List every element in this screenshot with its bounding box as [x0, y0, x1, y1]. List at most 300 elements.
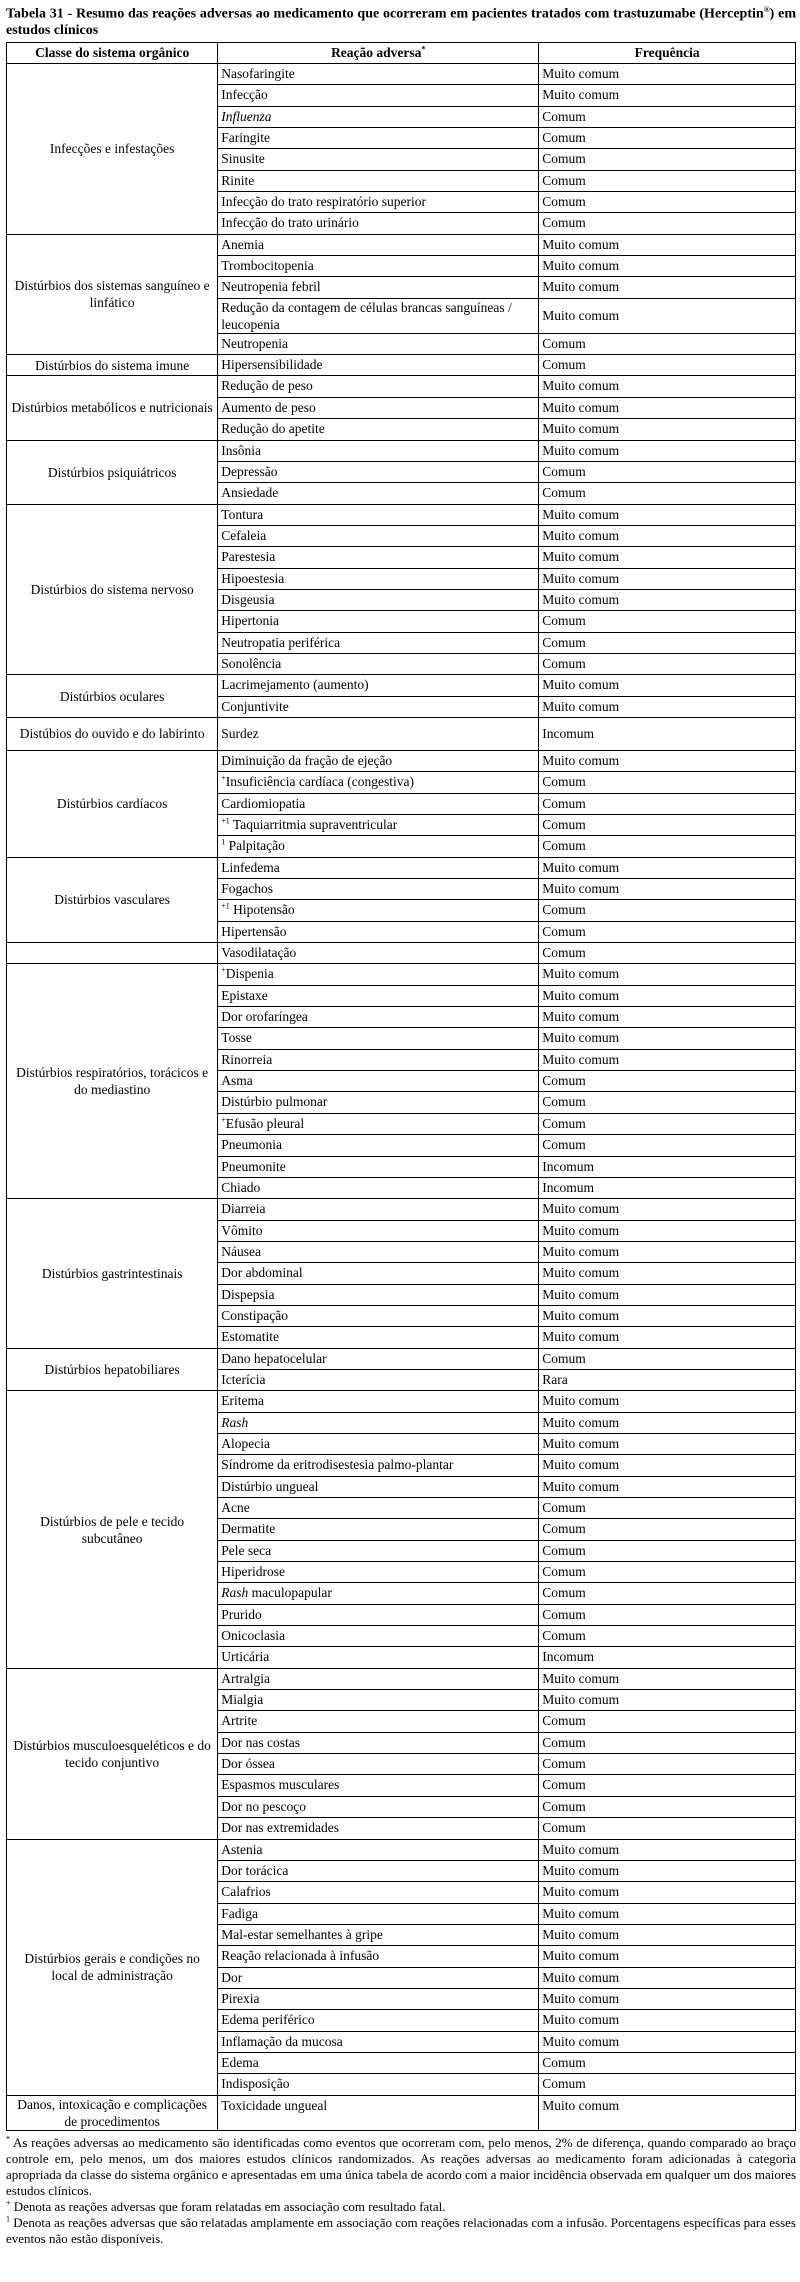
frequency-cell: Muito comum [539, 1455, 796, 1476]
frequency-cell: Comum [539, 632, 796, 653]
reaction-text: Nasofaringite [221, 66, 295, 81]
frequency-cell: Comum [539, 1498, 796, 1519]
reaction-text: Vômito [221, 1222, 263, 1238]
frequency-cell: Muito comum [539, 1924, 796, 1945]
reaction-cell [218, 106, 539, 127]
reaction-text: Palpitação [225, 838, 285, 854]
table-row [7, 1668, 796, 1689]
frequency-cell: Comum [539, 1711, 796, 1732]
frequency-cell: Comum [539, 1775, 796, 1796]
reaction-cell [218, 1071, 539, 1092]
reaction-cell [218, 419, 539, 440]
frequency-cell: Comum [539, 1583, 796, 1604]
organ-class-cell: Distúrbios de pele e tecido subcutâneo [7, 1391, 218, 1668]
table-header-row [7, 42, 796, 63]
frequency-cell: Muito comum [539, 1049, 796, 1070]
reaction-text: Calafrios [221, 1884, 271, 1900]
reaction-cell [218, 192, 539, 213]
reaction-cell [218, 1433, 539, 1454]
header-reaction [218, 42, 539, 63]
frequency-cell: Comum [539, 1113, 796, 1134]
frequency-cell: Muito comum [539, 985, 796, 1006]
frequency-cell: Comum [539, 149, 796, 170]
footnote-marker: 1 [221, 837, 226, 847]
table-row [7, 64, 796, 85]
reaction-cell [218, 525, 539, 546]
reaction-cell [218, 1498, 539, 1519]
reaction-cell [218, 1796, 539, 1817]
reaction-text: Redução de peso [221, 378, 313, 394]
frequency-cell: Muito comum [539, 1839, 796, 1860]
frequency-cell: Muito comum [539, 1199, 796, 1220]
reaction-cell [218, 298, 539, 333]
frequency-cell: Incomum [539, 1156, 796, 1177]
reaction-cell [218, 1007, 539, 1028]
reaction-text: Acne [221, 1500, 250, 1515]
reaction-cell [218, 1754, 539, 1775]
reaction-text: Diarreia [221, 1201, 266, 1217]
reaction-text: Dor no pescoço [221, 1798, 307, 1814]
reaction-cell [218, 1156, 539, 1177]
frequency-cell: Muito comum [539, 2031, 796, 2052]
frequency-cell: Comum [539, 1754, 796, 1775]
frequency-cell: Muito comum [539, 1668, 796, 1689]
reaction-cell [218, 1540, 539, 1561]
reaction-text: Redução da contagem de células brancas sanguíneas / leucopenia [221, 299, 512, 332]
frequency-cell: Comum [539, 106, 796, 127]
frequency-cell: Comum [539, 921, 796, 942]
reaction-cell [218, 1924, 539, 1945]
reaction-text: Dor [221, 1969, 243, 1985]
frequency-cell: Muito comum [539, 397, 796, 418]
table-row [7, 964, 796, 985]
reaction-cell [218, 2010, 539, 2031]
reaction-cell [218, 1348, 539, 1369]
frequency-cell: Muito comum [539, 1882, 796, 1903]
frequency-cell: Muito comum [539, 1391, 796, 1412]
table-body [7, 64, 796, 2131]
frequency-cell: Rara [539, 1369, 796, 1390]
reaction-text: Distúrbio ungueal [221, 1478, 319, 1494]
frequency-cell: Comum [539, 1604, 796, 1625]
reaction-text: Conjuntivite [221, 698, 289, 714]
reaction-cell [218, 64, 539, 85]
reaction-text: Rash [221, 1414, 249, 1430]
reaction-text: Trombocitopenia [221, 258, 314, 274]
reaction-text: Diminuição da fração de ejeção [221, 752, 393, 768]
frequency-cell: Muito comum [539, 525, 796, 546]
reaction-cell [218, 1412, 539, 1433]
reaction-cell [218, 985, 539, 1006]
reaction-cell [218, 1199, 539, 1220]
reaction-cell [218, 1839, 539, 1860]
frequency-cell: Muito comum [539, 1412, 796, 1433]
footnote-mark: + [6, 2198, 11, 2208]
reaction-text: Artrite [221, 1713, 258, 1729]
frequency-cell: Muito comum [539, 1284, 796, 1305]
reaction-cell [218, 964, 539, 985]
reaction-text: Hipotensão [229, 902, 295, 918]
reaction-text: Dispenia [225, 966, 274, 982]
footnote [6, 2135, 796, 2199]
reaction-text: Depressão [221, 463, 278, 479]
reaction-text: Anemia [221, 236, 265, 252]
reaction-cell [218, 1903, 539, 1924]
reaction-cell [218, 483, 539, 504]
reaction-cell [218, 717, 539, 750]
footnote [6, 2199, 796, 2215]
reaction-cell [218, 504, 539, 525]
organ-class-cell: Distúrbios dos sistemas sanguíneo e linfático [7, 234, 218, 354]
reaction-cell [218, 234, 539, 255]
reaction-text: Astenia [221, 1841, 263, 1857]
reaction-cell [218, 772, 539, 793]
reaction-text: Cardiomiopatia [221, 795, 306, 811]
reaction-cell [218, 943, 539, 964]
frequency-cell: Muito comum [539, 568, 796, 589]
reaction-cell [218, 1775, 539, 1796]
reaction-text: Sonolência [221, 655, 282, 671]
footnote-marker: + [221, 965, 226, 975]
organ-class-cell: Distúrbios gastrintestinais [7, 1199, 218, 1348]
reaction-cell [218, 1988, 539, 2009]
reaction-cell [218, 547, 539, 568]
table-row [7, 675, 796, 696]
frequency-cell: Comum [539, 355, 796, 376]
reaction-text: Insuficiência cardíaca (congestiva) [225, 774, 414, 790]
reaction-cell [218, 1177, 539, 1198]
reaction-text: Pele seca [221, 1542, 272, 1558]
reaction-text: Constipação [221, 1307, 289, 1323]
reaction-cell [218, 1284, 539, 1305]
reaction-text: Ansiedade [221, 485, 279, 501]
reaction-cell [218, 1263, 539, 1284]
frequency-cell: Comum [539, 213, 796, 234]
reaction-text: Neutropenia febril [221, 279, 321, 295]
reaction-text: Lacrimejamento (aumento) [221, 677, 369, 693]
frequency-cell: Muito comum [539, 547, 796, 568]
organ-class-cell: Distúrbios oculares [7, 675, 218, 718]
frequency-cell: Muito comum [539, 2010, 796, 2031]
reaction-cell [218, 879, 539, 900]
frequency-cell: Muito comum [539, 589, 796, 610]
frequency-cell: Muito comum [539, 234, 796, 255]
frequency-cell: Muito comum [539, 419, 796, 440]
adverse-reactions-table [6, 42, 796, 2131]
frequency-cell: Comum [539, 333, 796, 354]
frequency-cell: Comum [539, 815, 796, 836]
reaction-text: Pirexia [221, 1990, 260, 2006]
footnotes [6, 2135, 796, 2247]
frequency-cell: Muito comum [539, 1690, 796, 1711]
organ-class-cell: Distúrbios hepatobiliares [7, 1348, 218, 1391]
reaction-text: Alopecia [221, 1435, 271, 1451]
frequency-cell: Comum [539, 1348, 796, 1369]
reaction-text: Dor torácica [221, 1862, 289, 1878]
frequency-cell: Muito comum [539, 1433, 796, 1454]
frequency-cell: Incomum [539, 1647, 796, 1668]
reaction-text: Dispepsia [221, 1286, 275, 1302]
reaction-text: Fadiga [221, 1905, 259, 1921]
frequency-cell: Muito comum [539, 440, 796, 461]
footnote-text: As reações adversas ao medicamento são identificadas como eventos que ocorreram com, pelo menos, 2% de diferença, quando comparado ao braço controle em, pelo menos, um dos maiores estudos clínicos randomizados. As reações adversas ao medicamento foram adicionadas à categoria apropriada da classe do sistema orgânico e apresentadas em uma única tabela de acordo com a maior incidência observada em qualquer um dos maiores estudos clínicos. [6, 2134, 796, 2198]
frequency-cell: Comum [539, 900, 796, 921]
frequency-cell: Comum [539, 1519, 796, 1540]
reaction-text: Linfedema [221, 859, 280, 875]
reaction-cell [218, 333, 539, 354]
reaction-text: Epistaxe [221, 987, 268, 1003]
reaction-text: Náusea [221, 1243, 262, 1259]
header-reaction-mark: * [421, 44, 426, 54]
reaction-text: Dermatite [221, 1521, 276, 1537]
reaction-text: Neutropenia [221, 335, 289, 351]
frequency-cell: Comum [539, 1540, 796, 1561]
reaction-cell [218, 461, 539, 482]
reaction-cell [218, 1967, 539, 1988]
reaction-text: Dor óssea [221, 1756, 275, 1772]
reaction-text: Disgeusia [221, 591, 275, 607]
frequency-cell: Muito comum [539, 1327, 796, 1348]
reaction-text: Edema [221, 2054, 259, 2070]
table-row [7, 1839, 796, 1860]
frequency-cell: Muito comum [539, 504, 796, 525]
reaction-cell [218, 1711, 539, 1732]
reaction-text: Infecção do trato respiratório superior [221, 194, 426, 210]
reaction-text: Asma [221, 1073, 253, 1089]
table-row [7, 440, 796, 461]
footnote-marker: + [221, 773, 226, 783]
reaction-text: Redução do apetite [221, 421, 325, 437]
reaction-text: Taquiarritmia supraventricular [229, 817, 398, 832]
reaction-cell [218, 1647, 539, 1668]
frequency-cell: Muito comum [539, 64, 796, 85]
reaction-cell [218, 1626, 539, 1647]
reaction-text: Artralgia [221, 1670, 271, 1686]
reaction-cell [218, 1732, 539, 1753]
reaction-text: Fogachos [221, 881, 274, 897]
table-row [7, 355, 796, 376]
organ-class-cell: Distúrbios gerais e condições no local de administração [7, 1839, 218, 2095]
reaction-cell [218, 675, 539, 696]
document [0, 2, 800, 2247]
frequency-cell: Muito comum [539, 1007, 796, 1028]
frequency-cell: Comum [539, 1135, 796, 1156]
reaction-text: Reação relacionada à infusão [221, 1948, 380, 1964]
frequency-cell: Muito comum [539, 256, 796, 277]
reaction-text: Distúrbio pulmonar [221, 1094, 328, 1110]
reaction-text: Efusão pleural [225, 1115, 305, 1131]
organ-class-cell [7, 943, 218, 964]
frequency-cell: Muito comum [539, 1860, 796, 1881]
reaction-text-suffix: maculopapular [248, 1585, 332, 1601]
caption-suffix: ) em estudos clínicos [6, 6, 797, 38]
reaction-cell [218, 1305, 539, 1326]
frequency-cell: Muito comum [539, 1263, 796, 1284]
frequency-cell: Comum [539, 192, 796, 213]
reaction-text: Dor nas costas [221, 1734, 301, 1750]
reaction-text: Hipoestesia [221, 570, 285, 586]
reaction-cell [218, 85, 539, 106]
reaction-cell [218, 1583, 539, 1604]
table-row [7, 750, 796, 771]
reaction-text: Aumento de peso [221, 399, 316, 415]
reaction-cell [218, 900, 539, 921]
reaction-text: Síndrome da eritrodisestesia palmo-plantar [221, 1457, 454, 1473]
reaction-cell [218, 1476, 539, 1497]
reaction-cell [218, 1882, 539, 1903]
reaction-cell [218, 921, 539, 942]
table-row [7, 1348, 796, 1369]
footnote-text: Denota as reações adversas que foram relatadas em associação com resultado fatal. [10, 2198, 446, 2214]
reaction-text: Surdez [221, 725, 259, 741]
reaction-cell [218, 256, 539, 277]
reaction-text: Pneumonia [221, 1137, 283, 1153]
reaction-text: Dor abdominal [221, 1265, 303, 1281]
reaction-cell [218, 815, 539, 836]
footnote-marker: +1 [221, 901, 230, 911]
organ-class-cell: Distúrbios do sistema nervoso [7, 504, 218, 675]
footnote-mark: * [6, 2134, 10, 2144]
frequency-cell: Muito comum [539, 1967, 796, 1988]
reaction-text: Infecção do trato urinário [221, 215, 359, 231]
reaction-cell [218, 170, 539, 191]
reaction-cell [218, 440, 539, 461]
reaction-text: Edema periférico [221, 2012, 315, 2028]
reaction-cell [218, 1135, 539, 1156]
frequency-cell: Comum [539, 1562, 796, 1583]
reaction-text: Espasmos musculares [221, 1777, 340, 1793]
reaction-cell [218, 355, 539, 376]
reaction-cell [218, 1113, 539, 1134]
footnote-text: Denota as reações adversas que são relatadas amplamente em associação com reações relacionadas com a infusão. Porcentagens específicas para esses eventos não estão disponíveis. [6, 2214, 796, 2246]
reaction-cell [218, 2074, 539, 2095]
reaction-text: Hipertensão [221, 923, 287, 939]
reaction-cell [218, 1690, 539, 1711]
frequency-cell: Comum [539, 653, 796, 674]
table-row [7, 1199, 796, 1220]
frequency-cell: Comum [539, 836, 796, 857]
header-class: Classe do sistema orgânico [7, 42, 218, 63]
frequency-cell: Comum [539, 1732, 796, 1753]
reaction-cell [218, 568, 539, 589]
reaction-text: Mialgia [221, 1692, 264, 1708]
reaction-text: Urticária [221, 1649, 270, 1665]
frequency-cell: Muito comum [539, 675, 796, 696]
reaction-text: Dano hepatocelular [221, 1350, 327, 1366]
reaction-cell [218, 632, 539, 653]
reaction-cell [218, 1369, 539, 1390]
frequency-cell: Muito comum [539, 2095, 796, 2130]
reaction-text: Vasodilatação [221, 945, 297, 961]
frequency-cell: Incomum [539, 1177, 796, 1198]
frequency-cell: Comum [539, 1626, 796, 1647]
reaction-text: Neutropatia periférica [221, 634, 341, 650]
caption-prefix: Tabela 31 - Resumo das reações adversas ao medicamento que ocorreram em pacientes tratados com trastuzumabe (Herceptin [6, 6, 764, 22]
reaction-text: Influenza [221, 108, 272, 124]
reaction-cell [218, 836, 539, 857]
reaction-text: Icterícia [221, 1371, 266, 1387]
reaction-text: Estomatite [221, 1329, 280, 1345]
table-row [7, 2095, 796, 2130]
frequency-cell: Muito comum [539, 750, 796, 771]
frequency-cell: Muito comum [539, 1305, 796, 1326]
frequency-cell: Muito comum [539, 1903, 796, 1924]
frequency-cell: Muito comum [539, 1946, 796, 1967]
reaction-text: Insônia [221, 442, 262, 458]
reaction-cell [218, 277, 539, 298]
reaction-text: Eritema [221, 1393, 265, 1409]
frequency-cell: Comum [539, 611, 796, 632]
reaction-cell [218, 128, 539, 149]
frequency-cell: Comum [539, 170, 796, 191]
reaction-text: Rinorreia [221, 1051, 273, 1067]
frequency-cell: Muito comum [539, 298, 796, 333]
organ-class-cell: Distúrbios psiquiátricos [7, 440, 218, 504]
reaction-cell [218, 149, 539, 170]
frequency-cell: Muito comum [539, 879, 796, 900]
reaction-cell [218, 1455, 539, 1476]
organ-class-cell: Distúrbios vasculares [7, 857, 218, 942]
frequency-cell: Muito comum [539, 376, 796, 397]
reaction-cell [218, 1860, 539, 1881]
reaction-cell [218, 1562, 539, 1583]
frequency-cell: Incomum [539, 717, 796, 750]
frequency-cell: Muito comum [539, 696, 796, 717]
reaction-cell [218, 1391, 539, 1412]
footnote-mark: 1 [6, 2214, 10, 2224]
frequency-cell: Muito comum [539, 85, 796, 106]
reaction-cell [218, 589, 539, 610]
registered-mark: ® [763, 5, 770, 14]
reaction-cell [218, 1220, 539, 1241]
reaction-cell [218, 1818, 539, 1839]
frequency-cell: Muito comum [539, 1988, 796, 2009]
reaction-text: Prurido [221, 1606, 262, 1622]
reaction-cell [218, 1028, 539, 1049]
reaction-cell [218, 653, 539, 674]
reaction-cell [218, 1327, 539, 1348]
reaction-cell [218, 1241, 539, 1262]
organ-class-cell: Distúbios do ouvido e do labirinto [7, 717, 218, 750]
reaction-cell [218, 2095, 539, 2130]
organ-class-cell: Distúrbios musculoesqueléticos e do tecido conjuntivo [7, 1668, 218, 1839]
frequency-cell: Comum [539, 2052, 796, 2073]
reaction-cell [218, 857, 539, 878]
reaction-cell [218, 1519, 539, 1540]
reaction-text: Onicoclasia [221, 1628, 286, 1644]
frequency-cell: Comum [539, 1796, 796, 1817]
reaction-text: Dor nas extremidades [221, 1820, 339, 1836]
table-row [7, 857, 796, 878]
frequency-cell: Comum [539, 2074, 796, 2095]
reaction-text: Rash [221, 1585, 249, 1601]
reaction-cell [218, 1092, 539, 1113]
frequency-cell: Muito comum [539, 1220, 796, 1241]
reaction-cell [218, 397, 539, 418]
footnote [6, 2215, 796, 2247]
frequency-cell: Muito comum [539, 277, 796, 298]
reaction-text: Mal-estar semelhantes à gripe [221, 1926, 383, 1942]
reaction-text: Dor orofaríngea [221, 1009, 308, 1025]
table-row [7, 234, 796, 255]
header-reaction-label: Reação adversa [331, 44, 422, 60]
reaction-text: Rinite [221, 172, 255, 188]
reaction-cell [218, 213, 539, 234]
organ-class-cell: Distúrbios cardíacos [7, 750, 218, 857]
reaction-cell [218, 793, 539, 814]
organ-class-cell: Infecções e infestações [7, 64, 218, 235]
reaction-cell [218, 696, 539, 717]
